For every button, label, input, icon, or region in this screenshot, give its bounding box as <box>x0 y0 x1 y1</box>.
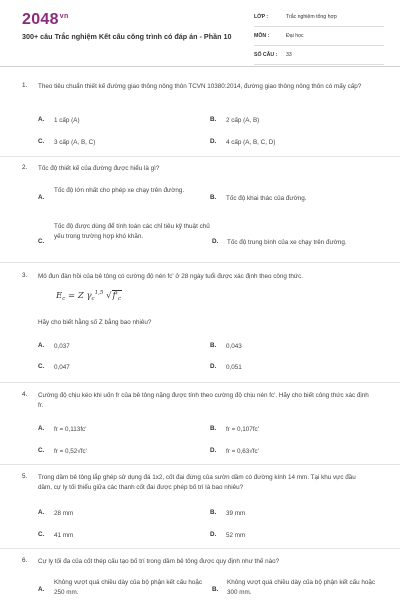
header-divider <box>0 66 400 67</box>
question-text: Tốc độ thiết kế của đường được hiểu là gì? <box>38 165 160 172</box>
option-c[interactable]: Tốc độ được dùng để tính toán các chỉ tiêu kỹ thuật chủ yếu trong trường hợp khó khăn. <box>54 223 210 240</box>
option-c-letter[interactable]: C. <box>38 138 45 145</box>
option-a[interactable]: 28 mm <box>54 510 74 517</box>
option-a[interactable]: fr = 0,113fc' <box>54 426 87 433</box>
question-text: Mô đun đàn hồi của bê tông có cường độ nén fc' ở 28 ngày tuổi được xác định theo công thức. <box>38 273 303 280</box>
option-a-letter[interactable]: A. <box>38 586 45 593</box>
option-d[interactable]: fr = 0,63√fc' <box>226 448 259 455</box>
option-c[interactable]: fr = 0,52√fc' <box>54 448 87 455</box>
option-c-letter[interactable]: C. <box>38 531 45 538</box>
question-number: 6. <box>22 557 28 564</box>
question-number: 4. <box>22 391 28 398</box>
option-b-letter[interactable]: B. <box>210 194 217 201</box>
modulus-formula: $E_c = Z$ $\gamma_c^{1,5}$ $√f'_c$ <box>56 290 122 302</box>
question-divider <box>0 464 400 465</box>
document-title: 300+ câu Trắc nghiệm Kết cấu công trình có đáp án - Phần 10 <box>22 32 232 41</box>
option-c[interactable]: 0,047 <box>54 364 70 371</box>
option-b[interactable]: 39 mm <box>226 510 246 517</box>
option-c[interactable]: 3 cấp (A, B, C) <box>54 139 96 146</box>
question-number: 5. <box>22 473 28 480</box>
option-a-letter[interactable]: A. <box>38 425 45 432</box>
option-a-letter[interactable]: A. <box>38 342 45 349</box>
option-b[interactable]: fr = 0,107fc' <box>226 426 259 433</box>
question-divider <box>0 548 400 549</box>
option-b[interactable]: Không vượt quá chiều dày của bộ phận kết cấu hoặc 300 mm. <box>227 579 376 596</box>
count-value: 33 <box>286 52 292 58</box>
option-d-letter[interactable]: D. <box>210 138 217 145</box>
option-b-letter[interactable]: B. <box>210 425 217 432</box>
option-c-letter[interactable]: C. <box>38 238 45 245</box>
option-b[interactable]: 0,043 <box>226 343 242 350</box>
option-c-letter[interactable]: C. <box>38 363 45 370</box>
option-d[interactable]: Tốc độ trung bình của xe chạy trên đường. <box>227 239 347 246</box>
option-b-letter[interactable]: B. <box>210 509 217 516</box>
site-logo[interactable]: $2048^{vn}$ <box>22 11 69 28</box>
option-d-letter[interactable]: D. <box>210 363 217 370</box>
question-number: 2. <box>22 164 28 171</box>
meta-row-count <box>254 50 384 65</box>
question-divider <box>0 382 400 383</box>
option-a-letter[interactable]: A. <box>38 116 45 123</box>
option-b-letter[interactable]: B. <box>212 586 219 593</box>
question-number: 1. <box>22 82 28 89</box>
option-d-letter[interactable]: D. <box>210 531 217 538</box>
option-a[interactable]: Tốc độ lớn nhất cho phép xe chạy trên đường. <box>54 187 185 194</box>
option-d-letter[interactable]: D. <box>212 238 219 245</box>
option-d-letter[interactable]: D. <box>210 447 217 454</box>
option-c[interactable]: 41 mm <box>54 532 74 539</box>
question-text: Cự ly tối đa của cốt thép cấu tạo bố trí trong dầm bê tông được quy định như thế nào? <box>38 558 280 565</box>
option-d[interactable]: 0,051 <box>226 364 242 371</box>
option-b[interactable]: 2 cấp (A, B) <box>226 117 260 124</box>
logo-suffix: vn <box>59 13 69 20</box>
question-divider <box>0 262 400 263</box>
option-a-letter[interactable]: A. <box>38 509 45 516</box>
option-a-letter[interactable]: A. <box>38 194 45 201</box>
option-d[interactable]: 52 mm <box>226 532 246 539</box>
option-b-letter[interactable]: B. <box>210 342 217 349</box>
option-b-letter[interactable]: B. <box>210 116 217 123</box>
meta-row-class <box>254 12 384 27</box>
question-number: 3. <box>22 272 28 279</box>
option-a[interactable]: 1 cấp (A) <box>54 117 80 124</box>
option-c-letter[interactable]: C. <box>38 447 45 454</box>
subject-value: Đại học <box>286 33 304 39</box>
question-divider <box>0 156 400 157</box>
question-text: Cường độ chịu kéo khi uốn fr của bê tông nặng được tính theo cường độ chịu nén fc'. Hãy cho biết công thức xác định fr. <box>38 392 369 409</box>
meta-panel <box>254 12 384 69</box>
class-value: Trắc nghiệm tổng hợp <box>286 14 337 20</box>
option-d[interactable]: 4 cấp (A, B, C, D) <box>226 139 276 146</box>
question-followup: Hãy cho biết hằng số Z bằng bao nhiêu? <box>38 319 152 326</box>
option-a[interactable]: Không vượt quá chiều dày của bộ phận kết cấu hoặc 250 mm. <box>54 579 203 596</box>
count-label: SỐ CÂU : <box>254 52 278 58</box>
question-text: Trong dầm bê tông lắp ghép sử dụng đá 1x2, cốt đai đứng của sườn dầm có đường kính 14 mm. Tại khu vực đầu dầm, cự ly tối thiểu giữa các thanh cốt đai được phép bố trí là bao nhiêu? <box>38 474 356 491</box>
option-a[interactable]: 0,037 <box>54 343 70 350</box>
class-label: LỚP : <box>254 14 269 20</box>
question-text: Theo tiêu chuẩn thiết kế đường giao thông nông thôn TCVN 10380:2014, đường giao thông nông thôn có mấy cấp? <box>38 83 362 90</box>
meta-row-subject <box>254 31 384 46</box>
option-b[interactable]: Tốc độ khai thác của đường. <box>226 195 307 202</box>
subject-label: MÔN : <box>254 33 270 39</box>
worksheet-header <box>0 0 400 66</box>
